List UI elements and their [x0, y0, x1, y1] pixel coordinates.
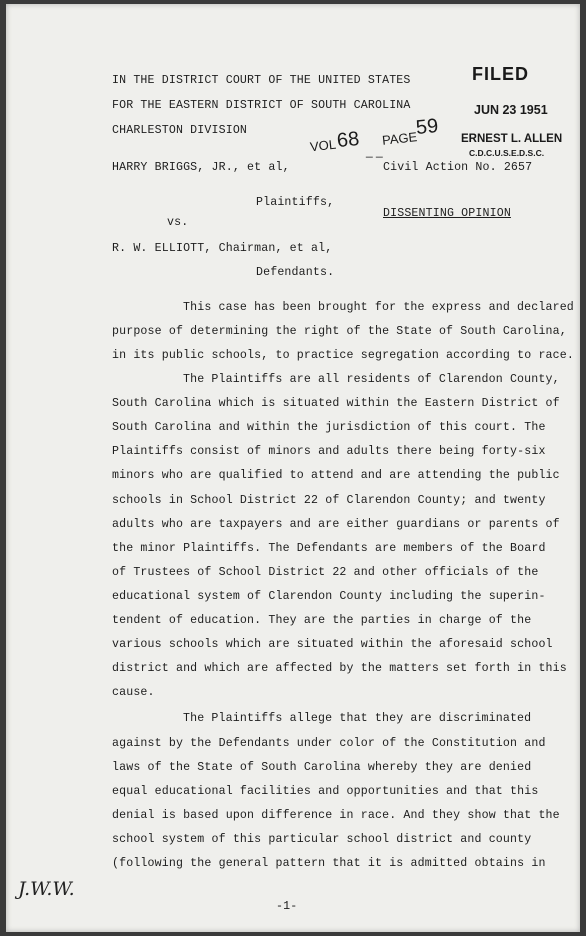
clerk-name-stamp: ERNEST L. ALLEN [461, 133, 563, 145]
body-line: the minor Plaintiffs. The Defendants are members of the Board [112, 542, 546, 555]
clerk-title-stamp: C.D.C.U.S.E.D.S.C. [469, 148, 545, 158]
body-line: minors who are qualified to attend and are attending the public [112, 469, 560, 482]
versus-label: vs. [167, 216, 189, 229]
body-line: tendent of education. They are the parties in charge of the [112, 614, 532, 627]
document-page [6, 4, 580, 932]
body-line: Plaintiffs consist of minors and adults there being forty-six [112, 445, 546, 458]
body-line: laws of the State of South Carolina whereby they are denied [112, 761, 532, 774]
body-line: school system of this particular school district and county [112, 833, 532, 846]
body-line: adults who are taxpayers and are either guardians or parents of [112, 518, 560, 531]
body-line: South Carolina which is situated within the Eastern District of [112, 397, 560, 410]
page-label: PAGE [381, 129, 418, 148]
opinion-type-title: DISSENTING OPINION [383, 207, 511, 220]
page-footer-number: -1- [276, 900, 298, 913]
body-line: (following the general pattern that it is admitted obtains in [112, 857, 546, 870]
filed-stamp: FILED [472, 64, 529, 84]
page-number-stamp: 59 [414, 114, 440, 140]
body-line: against by the Defendants under color of the Constitution and [112, 737, 546, 750]
court-header-line-1: IN THE DISTRICT COURT OF THE UNITED STATES [112, 74, 411, 87]
court-header-line-3: CHARLESTON DIVISION [112, 124, 248, 137]
body-line: The Plaintiffs are all residents of Clarendon County, [183, 373, 560, 386]
body-line: educational system of Clarendon County including the superin- [112, 590, 546, 603]
plaintiff-name: HARRY BRIGGS, JR., et al, [112, 161, 290, 174]
body-line: purpose of determining the right of the State of South Carolina, [112, 325, 567, 338]
body-line: denial is based upon difference in race. And they show that the [112, 809, 560, 822]
volume-number: 68 [335, 127, 361, 153]
body-line: district and which are affected by the matters set forth in this [112, 662, 567, 675]
body-line: The Plaintiffs allege that they are discriminated [183, 712, 532, 725]
handwritten-initials: J.W.W. [18, 878, 75, 900]
volume-dash: _ _ [366, 144, 383, 158]
body-line: various schools which are situated within the aforesaid school [112, 638, 553, 651]
volume-label: VOL [309, 136, 337, 155]
body-line: in its public schools, to practice segregation according to race. [112, 349, 574, 362]
body-line: South Carolina and within the jurisdiction of this court. The [112, 421, 546, 434]
court-header-line-2: FOR THE EASTERN DISTRICT OF SOUTH CAROLINA [112, 99, 411, 112]
civil-action-number: Civil Action No. 2657 [383, 161, 533, 174]
defendants-label: Defendants. [256, 266, 335, 279]
filed-date-stamp: JUN 23 1951 [474, 103, 548, 117]
body-line: equal educational facilities and opportunities and that this [112, 785, 539, 798]
plaintiffs-label: Plaintiffs, [256, 196, 335, 209]
body-line: schools in School District 22 of Clarendon County; and twenty [112, 494, 546, 507]
body-line: of Trustees of School District 22 and other officials of the [112, 566, 539, 579]
body-line: This case has been brought for the express and declared [183, 301, 574, 314]
body-line: cause. [112, 686, 155, 699]
defendant-name: R. W. ELLIOTT, Chairman, et al, [112, 242, 333, 255]
